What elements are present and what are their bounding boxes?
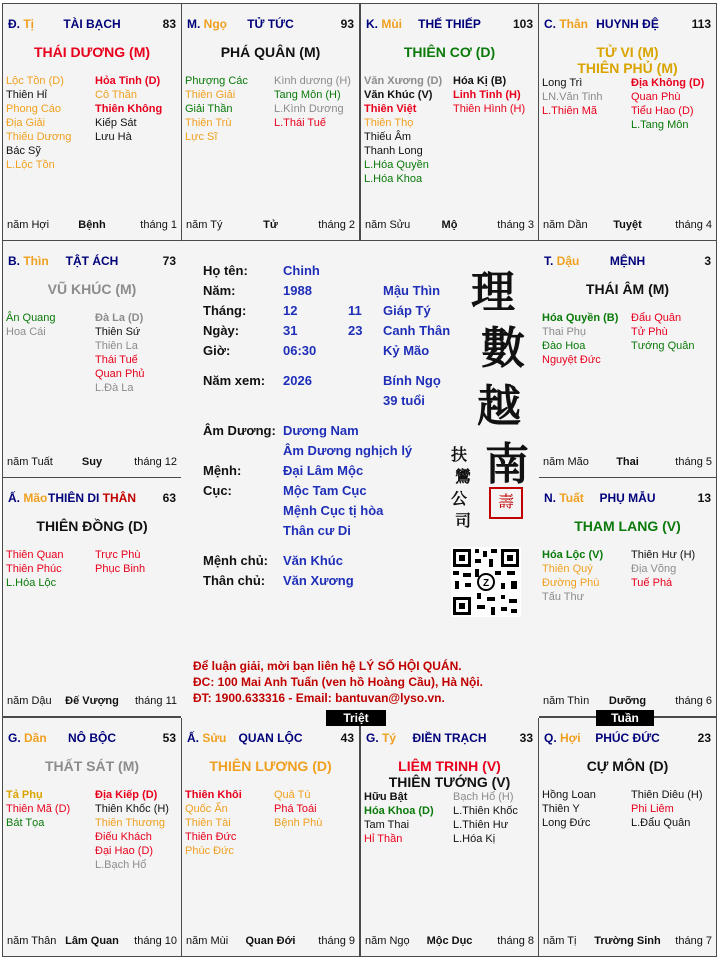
minor-star: Đại Hao (D) [95,845,154,857]
palace-month: tháng 7 [675,935,712,947]
palace-house-name: TÀI BẠCH [63,17,121,31]
minor-star: L.Thiên Mã [542,105,598,117]
minor-star: L.Hóa Lộc [6,577,57,589]
palace-stage: Trường Sinh [594,935,661,947]
main-star: THIÊN ĐỒNG (D) [36,518,148,534]
palace-stage: Suy [81,456,103,468]
minor-star: Địa Kiếp (D) [95,789,158,801]
minor-star: Kiếp Sát [95,117,137,129]
palace-stage: Mộc Dục [426,935,473,947]
minor-star: Thiên Phúc [6,563,62,575]
minor-star: Hóa Kị (B) [453,75,507,87]
center-panel [181,241,539,718]
palace-stage: Dưỡng [608,695,647,707]
year-label: Năm: [203,283,236,298]
minor-star: Thiên Tài [185,817,231,829]
view-year-value: 2026 [283,373,312,388]
palace-month: tháng 3 [497,219,534,231]
palace-branch: G. Dần [8,731,47,745]
minor-star: Đà La (D) [95,312,144,324]
palace-month: tháng 8 [497,935,534,947]
palace-number: 33 [519,731,533,745]
minor-star: Phúc Đức [185,845,234,857]
minor-star: Thiên Hỉ [6,89,47,101]
minor-star: LN.Văn Tinh [542,91,603,103]
minor-star: Bác Sỹ [6,145,41,157]
minor-star: Thiên Thương [95,817,166,829]
minor-star: Hóa Khoa (D) [364,805,434,817]
palace-year: năm Ngọ [365,935,410,947]
palace-year: năm Tuất [7,456,53,468]
than-position: Thân cư Di [283,523,351,538]
palace-year: năm Tý [186,219,223,231]
logo-subtext-4: 司 [455,511,472,530]
minor-star: Điếu Khách [95,831,152,843]
palace-branch: Ấ. Mão [8,491,48,505]
hour-canchi: Kỷ Mão [383,343,430,358]
palace-branch: Đ. Tị [8,17,35,31]
palace-branch: M. Ngọ [187,17,227,31]
palace-number: 63 [162,491,176,505]
name-label: Họ tên: [203,263,248,278]
palace-stage: Đế Vượng [65,695,119,707]
palace-branch: C. Thân [544,17,589,31]
minor-star: Giải Thần [185,103,233,115]
minor-star: Thanh Long [364,145,423,157]
palace-branch: G. Tý [366,731,397,745]
contact-address: ĐC: 100 Mai Anh Tuấn (ven hồ Hoàng Cầu), Hà Nội. [193,675,484,689]
minor-star: L.Thiên Khốc [453,805,518,817]
main-star: THIÊN TƯỚNG (V) [388,774,511,790]
minor-star: Thái Tuế [95,354,138,366]
minor-star: Thiên Y [542,803,580,815]
svg-text:Z: Z [482,578,490,589]
palace-number: 53 [162,731,176,745]
minor-star: Tướng Quân [631,340,695,352]
palace-year: năm Mùi [186,935,229,947]
palace-month: tháng 5 [675,456,712,468]
minor-star: L.Lộc Tồn [6,159,55,171]
main-star: THIÊN LƯƠNG (D) [209,758,332,774]
minor-star: Quan Phủ [95,368,145,380]
palace-number: 13 [697,491,711,505]
palace-branch: K. Mùi [366,17,403,31]
palace-branch: T. Dậu [544,254,580,268]
menhchu-value: Văn Khúc [283,553,343,568]
palace-stage: Tử [263,219,278,231]
minor-star: Thiên Việt [364,103,417,115]
palace-branch: N. Tuất [544,491,584,505]
palace-house-name: PHỤ MẪU [599,491,656,505]
minor-star: Long Đức [542,817,591,829]
minor-star: Lưu Hà [95,131,132,143]
year-canchi: Mậu Thìn [383,283,441,298]
minor-star: Thiên Mã (D) [6,803,71,815]
minor-star: Hỏa Tinh (D) [95,75,161,87]
contact-phone-email: ĐT: 1900.633316 - Email: bantuvan@lyso.vn. [193,691,445,705]
minor-star: Văn Khúc (V) [364,89,433,101]
main-star: PHÁ QUÂN (M) [220,44,321,60]
palace-stage: Tuyệt [613,219,642,231]
minor-star: L.Tang Môn [631,119,689,131]
palace-year: năm Thìn [543,695,590,707]
minor-star: Tả Phụ [6,789,43,801]
palace-number: 83 [162,17,176,31]
palace-year: năm Mão [543,456,589,468]
minor-star: Thiên Không [95,103,163,115]
palace-stage: Thai [616,456,639,468]
palace-branch: B. Thìn [8,254,49,268]
name-value: Chinh [283,263,320,278]
minor-star: Thiên Trù [185,117,232,129]
minor-star: L.Hóa Khoa [364,173,423,185]
palace-house-name: MỆNH [609,254,646,268]
amduong-note: Âm Dương nghịch lý [283,443,413,458]
month-label: Tháng: [203,303,247,318]
minor-star: Lộc Tồn (D) [6,75,64,87]
minor-star: Thiên Diêu (H) [631,789,703,801]
menhchu-label: Mệnh chủ: [203,553,268,568]
palace-year: năm Dần [543,219,588,231]
minor-star: Phá Toái [274,803,317,815]
palace-number: 103 [512,17,533,31]
minor-star: Bệnh Phù [274,817,323,829]
minor-star: Phi Liêm [631,803,674,815]
main-star: VŨ KHÚC (M) [47,281,137,297]
main-star: THIÊN PHỦ (M) [577,60,678,76]
minor-star: Quốc Ấn [185,803,228,815]
palace-than-marker: THÂN [99,491,136,505]
contact-line-1: Để luận giải, mời bạn liên hệ LÝ SỐ HỘI QUÁN. [193,659,462,673]
minor-star: Đào Hoa [542,340,586,352]
palace-stage: Mộ [441,219,458,231]
palace-number: 113 [691,17,711,31]
minor-star: Thiên Quý [542,563,593,575]
minor-star: Ân Quang [6,312,56,324]
day-value: 31 [283,323,298,338]
logo-calligraphy-2: 數 [481,323,525,374]
main-star: THAM LANG (V) [574,518,681,534]
palace-month: tháng 6 [675,695,712,707]
palace-house-name: THẾ THIẾP [418,17,481,31]
minor-star: Hữu Bật [364,791,408,803]
palace-house-name: QUAN LỘC [238,731,303,745]
minor-star: Hoa Cái [6,326,46,338]
palace-stage: Bệnh [78,219,106,231]
palace-month: tháng 12 [134,456,177,468]
minor-star: Thiên Quan [6,549,64,561]
logo-calligraphy-3: 越 [477,381,521,432]
palace-month: tháng 2 [318,219,355,231]
minor-star: Tiểu Hao (D) [631,105,694,117]
cuc-value: Mộc Tam Cục [283,483,367,498]
minor-star: Hỉ Thần [364,833,403,845]
thanchu-value: Văn Xương [283,573,354,588]
minor-star: Đẩu Quân [631,312,682,324]
year-value: 1988 [283,283,312,298]
minor-star: Phục Binh [95,563,146,575]
palace-month: tháng 10 [134,935,177,947]
minor-star: Đường Phù [542,577,600,589]
palace-month: tháng 11 [134,695,177,707]
minor-star: Trực Phù [95,549,141,561]
thanchu-label: Thân chủ: [203,573,266,588]
palace-house-name: HUYNH ĐỆ [596,17,659,31]
minor-star: Thiên Đức [185,831,237,843]
logo-subtext-3: 公 [451,489,468,508]
minor-star: Long Trì [542,77,583,89]
minor-star: Hóa Quyền (B) [542,312,619,324]
minor-star: Bát Tọa [6,817,45,829]
minor-star: L.Hóa Kị [453,833,496,845]
minor-star: Thiên Khôi [185,789,242,801]
minor-star: Thiên Giải [185,89,236,101]
palace-stage: Quan Đới [245,935,296,947]
palace-house-name: PHÚC ĐỨC [595,731,660,745]
hour-label: Giờ: [203,343,231,358]
palace-year: năm Dậu [7,695,52,707]
palace-house-name: THIÊN DI THÂN [47,491,136,505]
red-seal-stamp: 壽 [489,487,523,519]
minor-star: Thiếu Dương [6,131,72,143]
palace-house-name: NÔ BỘC [68,731,116,745]
main-star: THẤT SÁT (M) [44,758,140,774]
palace-year: năm Thân [7,935,57,947]
minor-star: Nguyệt Đức [542,354,601,366]
menh-value: Đại Lâm Mộc [283,463,364,478]
amduong-label: Âm Dương: [203,423,276,438]
main-star: THIÊN CƠ (D) [403,44,496,60]
palace-month: tháng 9 [318,935,355,947]
menh-label: Mệnh: [203,463,242,478]
triet-tag: Triệt [326,710,386,726]
minor-star: Thiên Hư (H) [631,549,696,561]
minor-star: Hồng Loan [542,789,596,801]
logo-subtext-2: 鸞 [455,467,472,486]
logo-calligraphy-1: 理 [471,267,515,318]
minor-star: L.Thiên Hư [453,819,509,831]
minor-star: Thiên Khốc (H) [95,803,169,815]
minor-star: Tuế Phá [631,577,673,589]
palace-number: 93 [340,17,354,31]
main-star: CỰ MÔN (D) [586,758,669,774]
main-star: TỬ VI (M) [596,44,659,60]
minor-star: Thai Phụ [542,326,587,338]
palace-house-name: ĐIỀN TRẠCH [412,731,487,745]
palace-branch: Ấ. Sửu [187,731,227,745]
minor-star: Thiên La [95,340,138,352]
minor-star: Văn Xương (D) [364,75,443,87]
tuan-tag: Tuần [596,710,654,726]
minor-star: Tam Thai [364,819,410,831]
palace-number: 73 [162,254,176,268]
palace-year: năm Hợi [7,219,50,231]
minor-star: L.Kình Dương [274,103,344,115]
minor-star: Lực Sĩ [185,131,218,143]
minor-star: L.Bạch Hổ [95,859,147,871]
logo-subtext-1: 扶 [451,445,468,464]
minor-star: Thiên Hình (H) [453,103,526,115]
minor-star: L.Hóa Quyền [364,159,429,171]
minor-star: Thiên Sứ [95,326,141,338]
minor-star: Thiên Thọ [364,117,414,129]
month-canchi: Giáp Tý [383,303,431,318]
palace-branch: Q. Hợi [544,731,581,745]
palace-house-name: TỬ TỨC [247,17,294,31]
cuc-relation: Mệnh Cục tị hòa [283,503,384,518]
minor-star: Địa Giải [6,117,46,129]
minor-star: L.Thái Tuế [274,117,326,129]
hour-value: 06:30 [283,343,317,358]
palace-year: năm Tị [543,935,577,947]
palace-number: 43 [340,731,354,745]
main-star: THÁI DƯƠNG (M) [33,44,151,60]
minor-star: Phượng Các [185,75,248,87]
minor-star: Tang Môn (H) [274,89,341,101]
amduong-value: Dương Nam [283,423,359,438]
view-year-canchi: Bính Ngọ [383,373,441,388]
palace-month: tháng 4 [675,219,712,231]
minor-star: Quả Tú [274,789,311,801]
palace-number: 23 [697,731,711,745]
minor-star: Hóa Lộc (V) [542,549,604,561]
main-star: LIÊM TRINH (V) [398,758,501,774]
palace-stage: Lâm Quan [65,935,119,947]
minor-star: Phong Cáo [6,103,62,115]
minor-star: L.Đà La [95,382,134,394]
minor-star: Bạch Hổ (H) [453,791,514,803]
minor-star: Thiếu Âm [364,131,412,143]
minor-star: Địa Võng [631,563,677,575]
cuc-label: Cục: [203,483,232,498]
minor-star: Địa Không (D) [631,77,705,89]
minor-star: Linh Tinh (H) [453,89,521,101]
palace-month: tháng 1 [140,219,177,231]
palace-house-name: TẬT ÁCH [65,254,119,268]
minor-star: Quan Phù [631,91,681,103]
month-value: 12 [283,303,298,318]
age-value: 39 tuổi [383,393,425,408]
day-canchi: Canh Thân [383,323,451,338]
minor-star: Kình dương (H) [274,75,351,87]
palace-year: năm Sửu [365,219,411,231]
minor-star: L.Đẩu Quân [631,817,691,829]
minor-star: Tử Phù [631,326,668,338]
qr-code-icon [451,547,521,617]
palace-number: 3 [704,254,711,268]
main-star: THÁI ÂM (M) [585,281,670,297]
day-label: Ngày: [203,323,240,338]
month-lunar: 11 [348,303,362,318]
view-year-label: Năm xem: [203,373,266,388]
minor-star: Cô Thần [95,89,137,101]
day-lunar: 23 [348,323,363,338]
logo-calligraphy-4: 南 [485,439,529,490]
minor-star: Tấu Thư [542,591,585,603]
